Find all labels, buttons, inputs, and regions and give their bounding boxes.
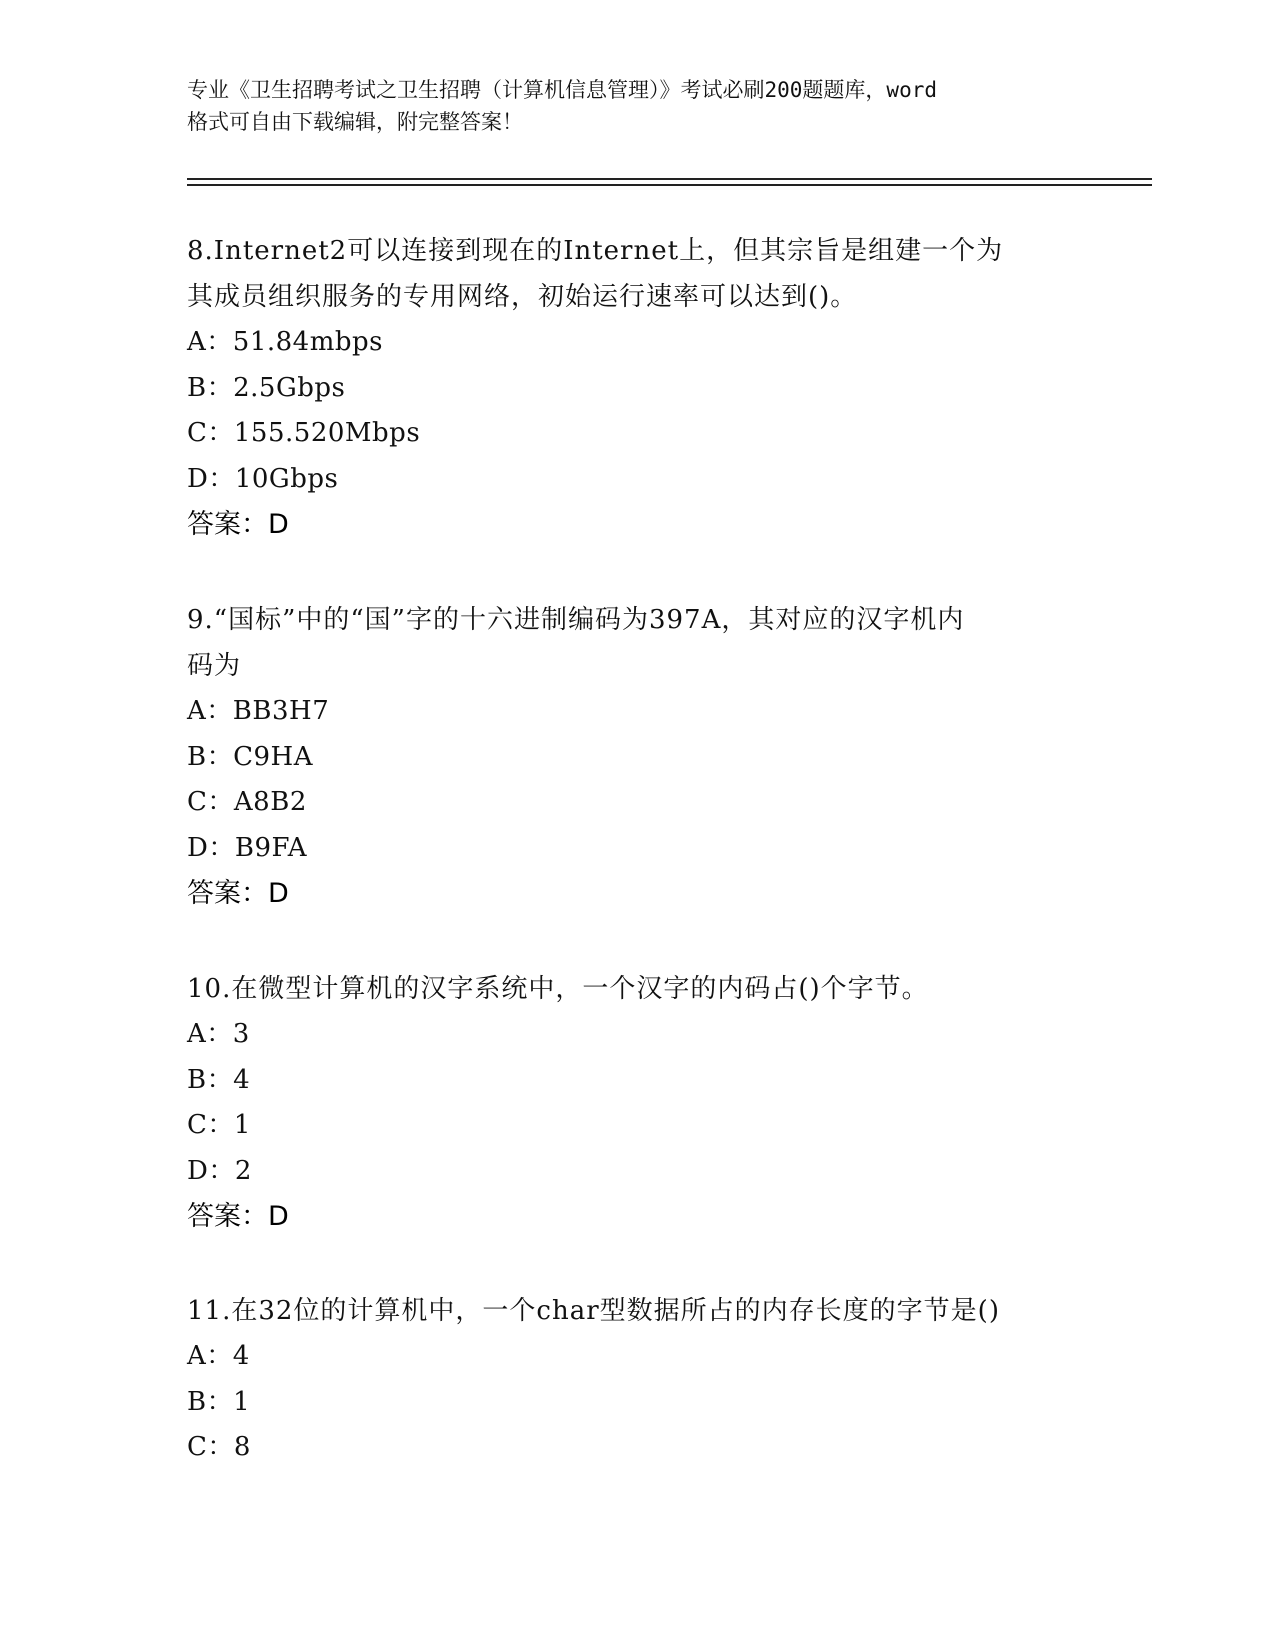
question-8-answer: 答案：D xyxy=(187,509,289,540)
question-8-option-b: B：2.5Gbps xyxy=(187,372,346,403)
question-9 xyxy=(187,597,1087,917)
question-8-option-a: A：51.84mbps xyxy=(187,327,383,357)
question-9-text-line-2: 码为 xyxy=(187,651,242,681)
header-title-line-2: 格式可自由下载编辑，附完整答案！ xyxy=(187,110,523,134)
question-9-option-c: C：A8B2 xyxy=(187,787,307,817)
question-9-answer: 答案：D xyxy=(187,878,289,909)
question-9-text-line-1: 9.“国标”中的“国”字的十六进制编码为397A，其对应的汉字机内 xyxy=(187,605,965,635)
question-10-answer: 答案：D xyxy=(187,1201,289,1232)
question-10-option-c: C：1 xyxy=(187,1110,251,1140)
question-8-option-c: C：155.520Mbps xyxy=(187,418,421,448)
question-9-option-a: A：BB3H7 xyxy=(187,696,330,726)
question-11 xyxy=(187,1288,1087,1471)
question-10-option-b: B：4 xyxy=(187,1064,251,1095)
header-divider-top xyxy=(187,178,1152,180)
question-11-option-a: A：4 xyxy=(187,1341,250,1371)
question-11-text-line-1: 11.在32位的计算机中，一个char型数据所占的内存长度的字节是() xyxy=(187,1296,1000,1326)
header-divider-bottom xyxy=(187,184,1152,186)
question-8-text-line-1: 8.Internet2可以连接到现在的Internet上，但其宗旨是组建一个为 xyxy=(187,236,1004,266)
question-10 xyxy=(187,966,1087,1240)
question-11-option-c: C：8 xyxy=(187,1432,251,1462)
question-11-option-b: B：1 xyxy=(187,1386,251,1417)
question-8 xyxy=(187,228,1087,548)
question-8-text-line-2: 其成员组织服务的专用网络，初始运行速率可以达到()。 xyxy=(187,282,858,312)
question-8-option-d: D：10Gbps xyxy=(187,463,339,494)
question-9-option-b: B：C9HA xyxy=(187,741,313,772)
question-10-option-d: D：2 xyxy=(187,1155,252,1186)
question-9-option-d: D：B9FA xyxy=(187,832,308,863)
document-header xyxy=(187,74,1097,138)
question-10-option-a: A：3 xyxy=(187,1019,250,1049)
question-10-text-line-1: 10.在微型计算机的汉字系统中，一个汉字的内码占()个字节。 xyxy=(187,974,929,1004)
header-title-line-1: 专业《卫生招聘考试之卫生招聘（计算机信息管理）》考试必刷200题题库，word xyxy=(187,78,937,102)
